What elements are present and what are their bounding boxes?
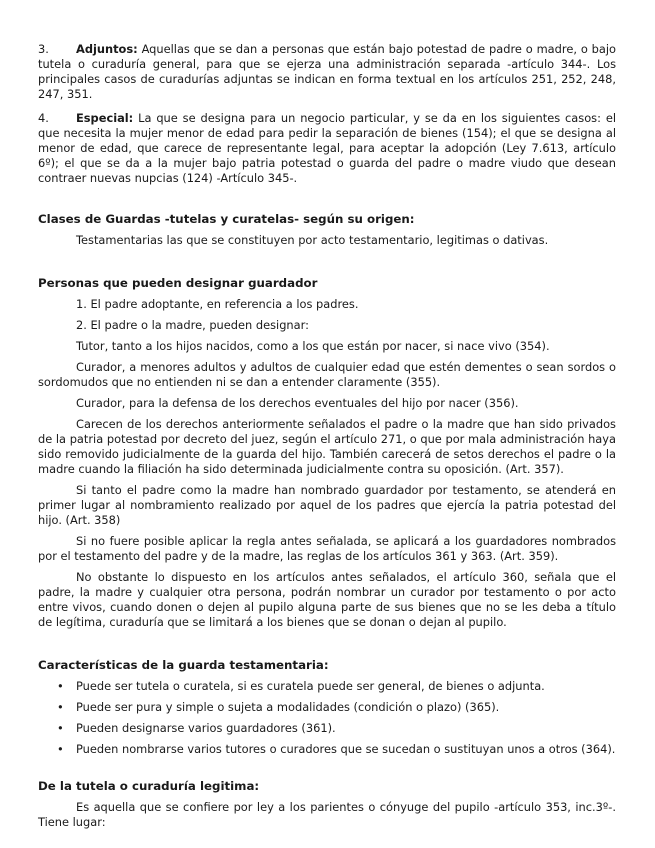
paragraph: Curador, para la defensa de los derechos eventuales del hijo por nacer (356). <box>76 396 519 410</box>
paragraph: 1. El padre adoptante, en referencia a los padres. <box>76 297 359 311</box>
list-item: • Pueden nombrarse varios tutores o curadores que se sucedan o sustituyan unos a otros (364). <box>57 742 616 756</box>
list-item: • Puede ser pura y simple o sujeta a modalidades (condición o plazo) (365). <box>57 700 500 714</box>
item-title: Especial: <box>76 111 134 125</box>
section-heading-caracteristicas: Características de la guarda testamentaria: <box>38 658 329 672</box>
section-heading-legitima: De la tutela o curaduría legitima: <box>38 779 260 793</box>
characteristics-list <box>38 679 616 757</box>
bullet-icon: • <box>57 721 64 735</box>
paragraph: Curador, a menores adultos y adultos de cualquier edad que estén dementes o sean sordos o sordomudos que no entienden ni se dan a entender claramente (355). <box>38 360 616 389</box>
section-heading-clases: Clases de Guardas -tutelas y curatelas- según su origen: <box>38 212 415 226</box>
list-item: • Pueden designarse varios guardadores (361). <box>57 721 336 735</box>
bullet-icon: • <box>57 742 64 756</box>
paragraph: Testamentarias las que se constituyen por acto testamentario, legitimas o dativas. <box>76 233 549 247</box>
paragraph: No obstante lo dispuesto en los artículos antes señalados, el artículo 360, señala que el padre, la madre y cualquier otra persona, podrán nombrar un curador por testamento o por acto entre vivos, cuando donen o dejen al pupilo alguna parte de sus bienes que no se les deba a título de legítima, curaduría que se limitará a los bienes que se donan o dejan al pupilo. <box>38 570 616 629</box>
paragraph: Si tanto el padre como la madre han nombrado guardador por testamento, se atenderá en primer lugar al nombramiento realizado por aquel de los padres que ejercía la patria potestad del hijo. (Art. 358) <box>38 483 616 527</box>
bullet-icon: • <box>57 679 64 693</box>
document-page <box>38 42 616 830</box>
paragraph: Es aquella que se confiere por ley a los parientes o cónyuge del pupilo -artículo 353, inc.3º-. Tiene lugar: <box>38 800 616 829</box>
paragraph: Carecen de los derechos anteriormente señalados el padre o la madre que han sido privados de la patria potestad por decreto del juez, según el artículo 271, o que por mala administración haya sido removido judicialmente de la guarda del hijo. También carecerá de setos derechos el padre o la madre cuando la filiación ha sido determinada judicialmente contra su oposición. (Art. 357). <box>38 417 616 476</box>
item-text: La que se designa para un negocio particular, y se da en los siguientes casos: el que necesita la mujer menor de edad para pedir la separación de bienes (154); el que se designa al menor de edad, que carece de representante legal, para aceptar la adopción (Ley 7.613, artículo 6º); el que se da a la mujer bajo patria potestad o guarda del padre o madre viudo que desean contraer nuevas nupcias (124) -Artículo 345-. <box>38 111 616 185</box>
item-number: 3. <box>38 42 49 56</box>
item-text: Aquellas que se dan a personas que están bajo potestad de padre o madre, o bajo tutela o curaduría general, para que se ejerza una administración separada -artículo 344-. Los principales casos de curadurías adjuntas se indican en forma textual en los artículos 251, 252, 248, 247, 351. <box>38 42 616 101</box>
item-especial <box>38 111 616 186</box>
list-item: • Puede ser tutela o curatela, si es curatela puede ser general, de bienes o adjunta. <box>57 679 545 693</box>
item-number: 4. <box>38 111 49 125</box>
paragraph: 2. El padre o la madre, pueden designar: <box>76 318 309 332</box>
bullet-icon: • <box>57 700 64 714</box>
item-title: Adjuntos: <box>76 42 138 56</box>
item-adjuntos <box>38 42 616 102</box>
section-heading-personas: Personas que pueden designar guardador <box>38 276 318 290</box>
paragraph: Tutor, tanto a los hijos nacidos, como a los que están por nacer, si nace vivo (354). <box>76 339 550 353</box>
paragraph: Si no fuere posible aplicar la regla antes señalada, se aplicará a los guardadores nombrados por el testamento del padre y de la madre, las reglas de los artículos 361 y 363. (Art. 359). <box>38 534 616 563</box>
